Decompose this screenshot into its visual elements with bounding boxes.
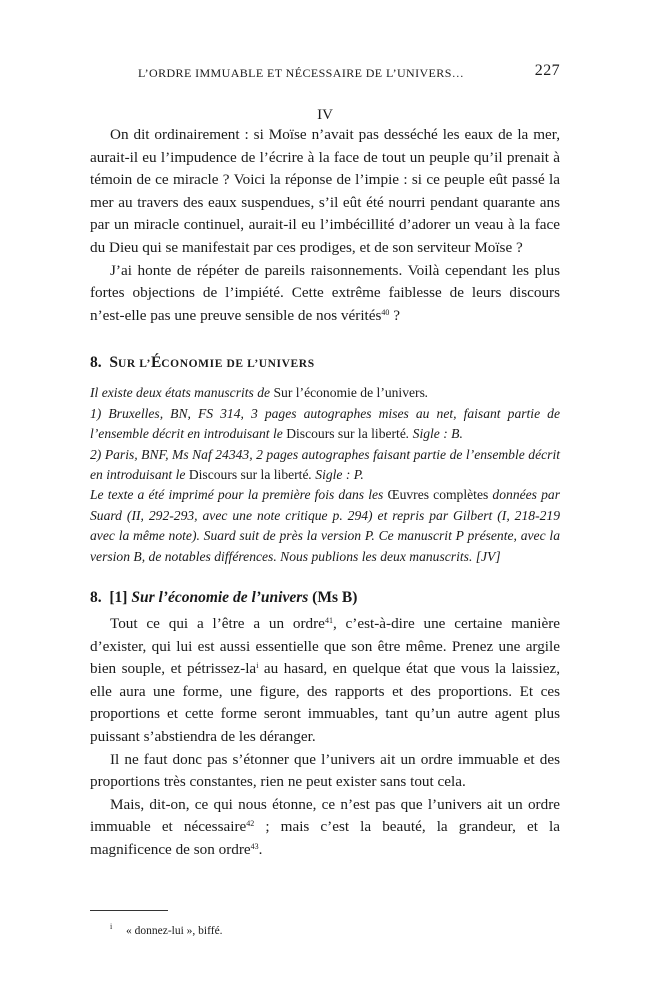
paragraph-text: ; mais c’est la beauté, la grandeur, et la magnificence de son ordre — [90, 818, 560, 858]
subsection-heading — [90, 589, 560, 607]
section-number: 8. — [90, 354, 102, 372]
note-text: . — [424, 385, 429, 401]
section-numeral: IV — [317, 107, 333, 123]
note-title: Discours sur la liberté — [286, 426, 406, 442]
note-line — [90, 404, 560, 445]
paragraph-text: Tout ce qui a l’être a un ordre — [110, 615, 325, 632]
paragraph — [90, 613, 560, 749]
note-text: . Sigle : P. — [308, 466, 364, 482]
note-line — [90, 485, 560, 567]
heading-cap: S — [109, 354, 118, 372]
note-line — [90, 383, 560, 403]
page — [90, 62, 560, 937]
editorial-note — [90, 383, 560, 567]
running-title: L’ORDRE IMMUABLE ET NÉCESSAIRE DE L’UNIVERS… — [138, 66, 465, 80]
paragraph — [90, 260, 560, 328]
footnote-mark: i — [110, 921, 113, 931]
section-heading — [90, 354, 560, 372]
running-head — [90, 62, 560, 84]
heading-cap: É — [150, 354, 162, 372]
paragraph-text: . — [258, 840, 263, 858]
paragraph: On dit ordinairement : si Moïse n’avait pas desséché les eaux de la mer, aurait-il eu l’impudence de l’écrire à la face de tout un peuple qu’il prenait à témoin de ce miracle ? Voici la réponse de l’impie : si ce peuple eût passé la mer au travers des eaux suspendues, s’il eût été nourri pendant quarante ans par un miracle continuel, aurait-il eu l’imbécillité d’adorer un veau à la face du Dieu qui se manifestait par ces prodiges, et de son serviteur Moïse ? — [90, 126, 560, 256]
note-reference: 41 — [324, 616, 333, 625]
paragraph-text: Mais, dit-on, ce qui nous étonne, ce n’est pas que l’univers ait un ordre immuable et nécessaire — [90, 795, 560, 836]
note-reference: 40 — [381, 307, 390, 317]
note-text: 2) Paris, BNF, Ms Naf 24343, 2 pages autographes faisant partie de l’ensemble décrit en introduisant le — [90, 446, 560, 482]
note-line — [90, 445, 560, 486]
note-text: 1) Bruxelles, BN, FS 314, 3 pages autographes mises au net, faisant partie de l’ensemble décrit en introduisant le — [90, 405, 560, 442]
footnote — [90, 921, 560, 937]
manuscript-sigle: (Ms B) — [312, 589, 358, 606]
section-number: 8. — [90, 589, 102, 606]
paragraph-text: au hasard, en quelque état que vous la laissiez, elle aura une forme, une figure, des rapports et des proportions. Et ces proportions et cette forme seront immuables, tant qu’un autre agent plus puissant s’abstiendra de les déranger. — [90, 660, 560, 745]
heading-text: UR L’ — [118, 358, 151, 371]
footnote-reference: i — [256, 661, 259, 671]
heading-text: CONOMIE DE L’UNIVERS — [161, 358, 315, 371]
paragraph-text: , c’est-à-dire une certaine manière d’exister, qui lui est aussi essentielle que son être même. Prenez une argile bien souple, et pétrissez-la — [90, 615, 560, 678]
note-text: données par Suard (II, 292-293, avec une note critique p. 294) et repris par Gilbert (I, 218-219 avec la même note). Suard suit de près la version P. Ce manuscrit P présente, avec la version B, de notables différences. Nous publions les deux manuscrits. [JV] — [90, 487, 560, 564]
footnote-text: « donnez-lui », biffé. — [126, 924, 223, 937]
footnote-divider — [90, 910, 168, 911]
note-text: Il existe deux états manuscrits de — [90, 385, 274, 401]
page-number: 227 — [534, 62, 560, 79]
note-reference: 42 — [246, 819, 255, 829]
subsection-title: Sur l’économie de l’univers — [131, 589, 309, 606]
paragraph-text: ? — [389, 306, 400, 324]
note-title: Sur l’économie de l’univers — [273, 385, 425, 401]
note-text: . Sigle : B. — [405, 426, 463, 442]
note-reference: 43 — [250, 841, 259, 851]
note-title: Œuvres complètes — [387, 487, 489, 503]
manuscript-index: [1] — [109, 589, 128, 606]
paragraph — [90, 794, 560, 862]
paragraph-text: J’ai honte de répéter de pareils raisonnements. Voilà cependant les plus fortes objections de l’impiété. Cette extrême faiblesse de leurs discours n’est-elle pas une preuve sensible de nos vérités — [90, 261, 560, 324]
paragraph: Il ne faut donc pas s’étonner que l’univers ait un ordre immuable et des proportions très constantes, rien ne peut exister sans tout cela. — [90, 750, 560, 791]
note-text: Le texte a été imprimé pour la première fois dans les — [90, 487, 388, 503]
note-title: Discours sur la liberté — [188, 466, 309, 482]
